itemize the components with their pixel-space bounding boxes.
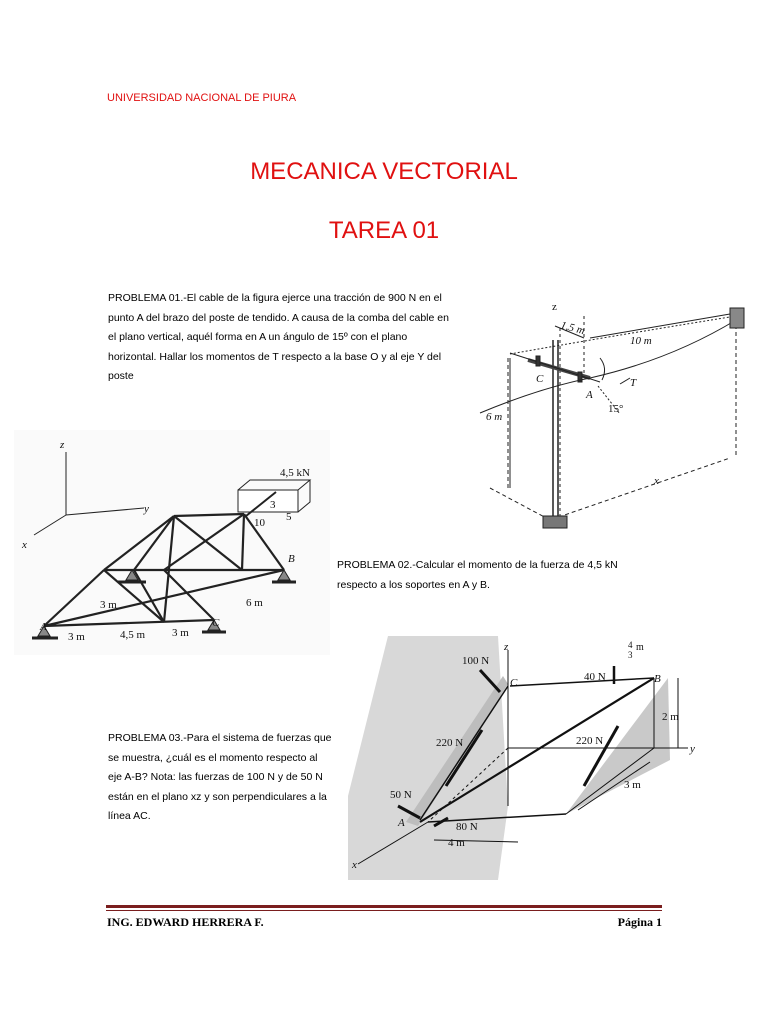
fig2-dim-3m-a: 3 m xyxy=(100,599,117,611)
fig3-frac-top: 4 xyxy=(628,640,633,650)
fig3-f220-left: 220 N xyxy=(436,737,464,749)
footer-rule-thick xyxy=(106,905,662,908)
fig2-y-label: y xyxy=(144,503,149,515)
fig2-dim-6m: 6 m xyxy=(246,597,263,609)
fig2-x-label: x xyxy=(22,539,27,551)
fig3-point-c: C xyxy=(510,677,518,689)
footer-author: ING. EDWARD HERRERA F. xyxy=(107,915,264,929)
fig1-force-t: T xyxy=(630,377,637,389)
fig3-dim-4m: 4 m xyxy=(448,837,465,849)
fig1-x-label: x xyxy=(654,475,659,487)
fig1-cable-dim: 10 m xyxy=(630,335,652,347)
fig3-y-label: y xyxy=(690,743,695,755)
fig1-angle: 15° xyxy=(608,403,624,415)
fig1-point-c: C xyxy=(536,373,544,385)
fig2-dim-45m: 4,5 m xyxy=(120,629,146,641)
university-name: UNIVERSIDAD NACIONAL DE PIURA xyxy=(107,92,297,104)
page-title: MECANICA VECTORIAL xyxy=(250,158,518,185)
fig3-dim-2m: 2 m xyxy=(662,711,679,723)
fig2-dim-3m-b: 3 m xyxy=(68,631,85,643)
fig1-point-a: A xyxy=(586,389,593,401)
fig3-x-label: x xyxy=(352,859,357,871)
fig3-f220-right: 220 N xyxy=(576,735,604,747)
fig1-arm-dim: 1,5 m xyxy=(559,319,586,338)
fig2-force-label: 4,5 kN xyxy=(280,467,310,479)
fig2-point-c: C xyxy=(212,617,220,629)
problem-02-figure xyxy=(14,430,330,655)
fig3-frac-bot: 3 xyxy=(628,650,633,660)
problem-03-text: PROBLEMA 03.-Para el sistema de fuerzas que se muestra, ¿cuál es el momento respecto al eje A-B? Nota: las fuerzas de 100 N y de 50 N están en el plano xz y son perpendiculares a la línea AC. xyxy=(108,732,332,822)
problem-01-figure xyxy=(480,298,752,540)
fig3-point-a: A xyxy=(398,817,405,829)
footer-page-number: Página 1 xyxy=(617,915,662,929)
fig2-point-b: B xyxy=(288,553,295,565)
fig2-dim-3m-c: 3 m xyxy=(172,627,189,639)
fig2-slope-5: 5 xyxy=(286,511,292,523)
fig3-f40: 40 N xyxy=(584,671,606,683)
problem-02-text: PROBLEMA 02.-Calcular el momento de la fuerza de 4,5 kN respecto a los soportes en A y B. xyxy=(337,559,618,591)
fig3-frac-unit: m xyxy=(636,642,644,653)
fig2-point-a: A xyxy=(40,621,47,633)
fig1-z-label: z xyxy=(552,301,557,313)
page-subtitle: TAREA 01 xyxy=(328,217,440,244)
problem-03-figure xyxy=(348,636,700,880)
problem-01-text: PROBLEMA 01.-El cable de la figura ejerce una tracción de 900 N en el punto A del brazo del poste de tendido. A causa de la comba del cable en el plano vertical, aquél forma en A un ángulo de 15º con el plano horizontal. Hallar los momentos de T respecto a la base O y al eje Y del poste xyxy=(108,292,449,382)
fig3-f50: 50 N xyxy=(390,789,412,801)
fig3-f80: 80 N xyxy=(456,821,478,833)
fig3-dim-3m: 3 m xyxy=(624,779,641,791)
fig2-slope-3: 3 xyxy=(270,499,276,511)
fig2-slope-10: 10 xyxy=(254,517,265,529)
fig3-z-label: z xyxy=(504,641,509,653)
footer-rule-thin xyxy=(106,910,662,911)
fig3-point-b: B xyxy=(654,673,661,685)
fig2-z-label: z xyxy=(60,439,65,451)
fig1-height-dim: 6 m xyxy=(486,411,503,423)
fig3-f100: 100 N xyxy=(462,655,490,667)
